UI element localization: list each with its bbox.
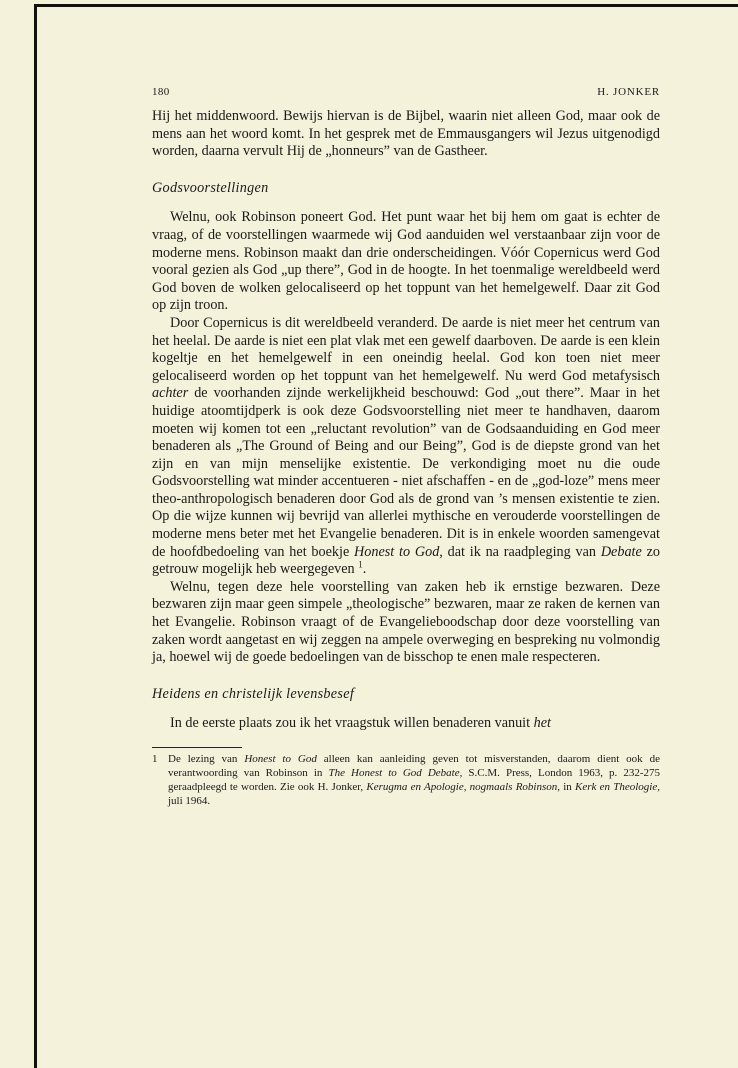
paragraph-4: In de eerste plaats zou ik het vraagstuk willen benaderen vanuit het (170, 715, 551, 732)
scan-edge-left (34, 4, 37, 1068)
section-heading-godsvoorstellingen: Godsvoorstellingen (152, 179, 269, 196)
section-heading-heidens: Heidens en christelijk levensbesef (152, 685, 355, 702)
book-page (152, 86, 660, 808)
footnote-divider (152, 747, 242, 748)
page-number: 180 (152, 86, 170, 98)
paragraph-2: Door Copernicus is dit wereldbeeld veranderd. De aarde is niet meer het centrum van het heelal. De aarde is niet een plat vlak met een gewelf daarboven. De aarde is een klein kogeltje en het hemelgewelf in een oneindig heelal. God kon toen niet meer gelocaliseerd worden op het toppunt van het hemelgewelf. Nu werd God metafysisch achter de voorhanden zijnde werkelijkheid beschouwd: God „out there”. Maar in het huidige atoomtijdperk is ook deze Godsvoorstelling niet meer te handhaven, daarom moeten wij komen tot een „reluctant revolution” van de Godsaanduiding en God meer benaderen als „The Ground of Being and our Being”, God is de diepste grond van het zijn en van mijn menselijke existentie. De verkondiging moet nu die oude Godsvoorstelling wat minder accentueren - niet afschaffen - en de „god-loze” mens meer theo-anthropologisch benaderen door God als de grond van ’s mensen existentie te zien. Op die wijze kunnen wij bevrijd van allerlei mythische en verouderde voorstellingen de moderne mens beter met het Evangelie benaderen. Dit is in enkele woorden samengevat de hoofdbedoeling van het boekje Honest to God, dat ik na raadpleging van Debate zo getrouw mogelijk heb weergegeven $^1$. (152, 314, 660, 578)
footnote-reference: 1 (358, 559, 363, 570)
paragraph-3: Welnu, tegen deze hele voorstelling van zaken heb ik ernstige bezwaren. Deze bezwaren zijn maar geen simpele „theologische” bezwaren, maar ze raken de kernen van het Evangelie. Robinson vraagt of de Evangelieboodschap door deze voorstelling van zaken wordt aangetast en wij zeggen na ampele overweging en bespreking nu volmondig ja, hoewel wij de goede bedoelingen van de bisschop te enen male respecteren. (152, 578, 660, 666)
paragraph-intro: Hij het middenwoord. Bewijs hiervan is de Bijbel, waarin niet alleen God, maar ook de mens aan het woord komt. In het gesprek met de Emmausgangers wil Jezus uitgenodigd worden, daarna vervult Hij de „honneurs” van de Gastheer. (152, 108, 660, 160)
running-title: H. JONKER (597, 86, 660, 98)
scan-edge-top (36, 4, 738, 7)
paragraph-1: Welnu, ook Robinson poneert God. Het punt waar het bij hem om gaat is echter de vraag, of de voorstellingen waarmede wij God aanduiden wel verstaanbaar zijn voor de moderne mens. Robinson maakt dan drie onderscheidingen. Vóór Copernicus werd God vooral gezien als God „up there”, God in de hoogte. In het toenmalige wereldbeeld werd God boven de wolken gelocaliseerd op het toppunt van het hemelgewelf. Daar zit God op zijn troon. (152, 209, 660, 314)
footnote-1: 1 De lezing van Honest to God alleen kan aanleiding geven tot misverstanden, daarom dient ook de verantwoording van Robinson in The Honest to God Debate, S.C.M. Press, London 1963, p. 232-275 geraadpleegd te worden. Zie ook H. Jonker, Kerugma en Apologie, nogmaals Robinson, in Kerk en Theologie, juli 1964. (152, 753, 661, 807)
running-header (152, 86, 660, 98)
footnote-mark: 1 (152, 753, 158, 765)
